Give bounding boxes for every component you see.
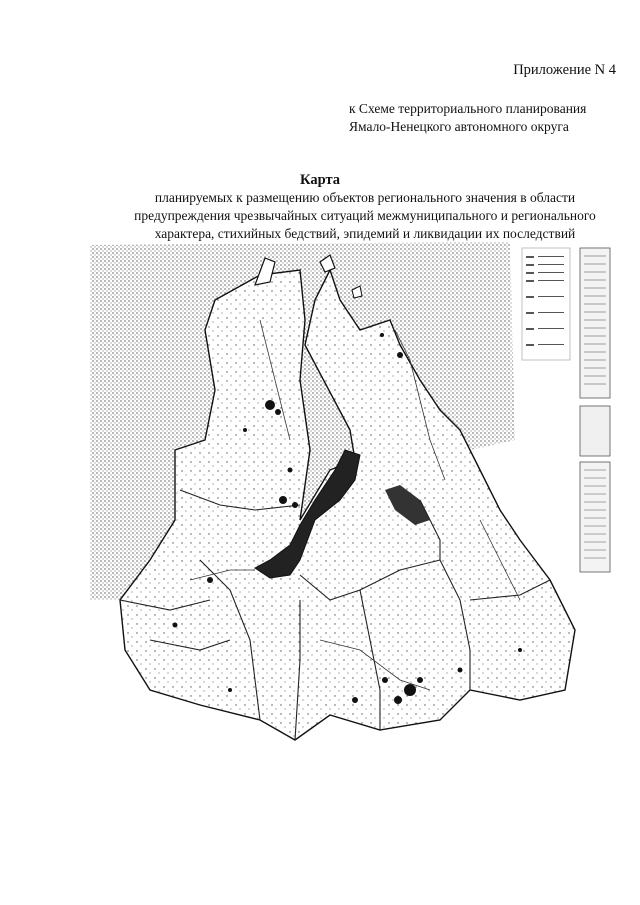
subtitle-line-1: планируемых к размещению объектов регионального значения в области (154, 190, 576, 205)
reference-line-2: Ямало-Ненецкого автономного округа (349, 119, 569, 134)
map-title: Карта (300, 172, 340, 188)
document-reference (349, 100, 586, 136)
annex-number: Приложение N 4 (513, 62, 616, 78)
reference-line-1: к Схеме территориального планирования (349, 101, 587, 116)
subtitle-line-3: характера, стихийных бедствий, эпидемий и ликвидации их последствий (154, 226, 576, 241)
map-legend (522, 248, 610, 572)
subtitle-line-2: предупреждения чрезвычайных ситуаций межмуниципального и регионального (134, 208, 596, 223)
region-map (0, 238, 640, 758)
map-subtitle (100, 189, 630, 243)
